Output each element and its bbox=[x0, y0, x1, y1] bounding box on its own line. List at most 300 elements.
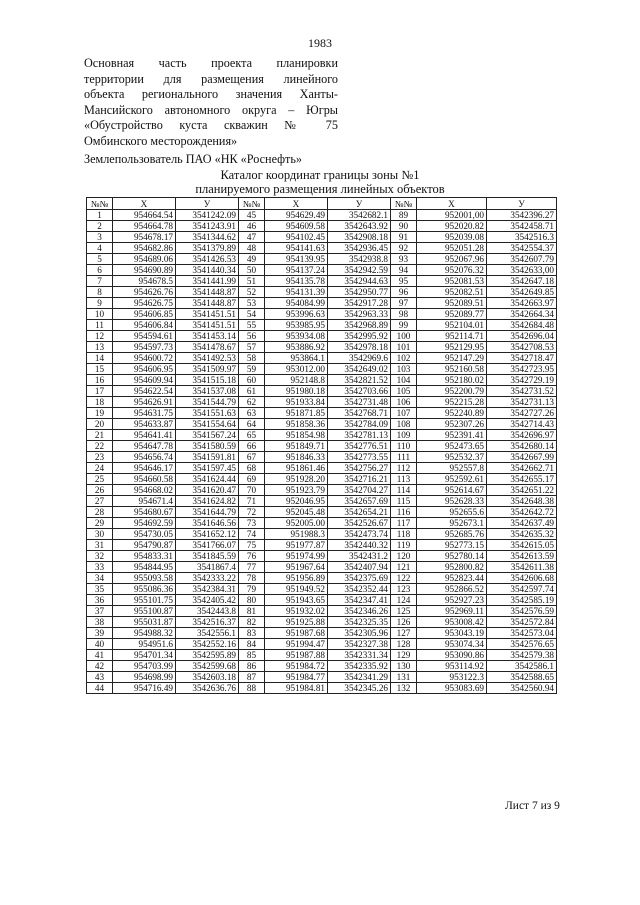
table-cell: 953090.86 bbox=[417, 650, 487, 661]
table-cell: 60 bbox=[239, 375, 265, 386]
table-cell: 16 bbox=[87, 375, 113, 386]
table-cell: 3542595.89 bbox=[176, 650, 239, 661]
table-cell: 45 bbox=[239, 210, 265, 221]
table-cell: 119 bbox=[391, 540, 417, 551]
table-cell: 953934.08 bbox=[265, 331, 328, 342]
table-cell: 37 bbox=[87, 606, 113, 617]
table-cell: 3542978.18 bbox=[328, 342, 391, 353]
table-cell: 3541344.62 bbox=[176, 232, 239, 243]
table-cell: 9 bbox=[87, 298, 113, 309]
table-cell: 3542606.68 bbox=[487, 573, 557, 584]
table-cell: 952592.61 bbox=[417, 474, 487, 485]
table-cell: 954664.78 bbox=[113, 221, 176, 232]
table-cell: 955031.87 bbox=[113, 617, 176, 628]
table-cell: 3542908.18 bbox=[328, 232, 391, 243]
table-cell: 951949.52 bbox=[265, 584, 328, 595]
table-cell: 3542560.94 bbox=[487, 683, 557, 694]
table-cell: 3542950.77 bbox=[328, 287, 391, 298]
table-cell: 124 bbox=[391, 595, 417, 606]
table-cell: 3542599.68 bbox=[176, 661, 239, 672]
table-cell: 951987.88 bbox=[265, 650, 328, 661]
table-cell: 954646.17 bbox=[113, 463, 176, 474]
table-cell: 953886.92 bbox=[265, 342, 328, 353]
table-cell: 3542345.26 bbox=[328, 683, 391, 694]
table-cell: 3542944.63 bbox=[328, 276, 391, 287]
table-cell: 97 bbox=[391, 298, 417, 309]
table-cell: 123 bbox=[391, 584, 417, 595]
table-cell: 954633.87 bbox=[113, 419, 176, 430]
table-cell: 951932.02 bbox=[265, 606, 328, 617]
table-cell: 3541451.51 bbox=[176, 320, 239, 331]
table-row bbox=[87, 364, 557, 375]
table-row bbox=[87, 331, 557, 342]
table-cell: 3542768.71 bbox=[328, 408, 391, 419]
table-cell: 3541379.89 bbox=[176, 243, 239, 254]
intro-line: объекта регионального значения Ханты- bbox=[84, 87, 338, 101]
table-row bbox=[87, 562, 557, 573]
table-cell: 954682.86 bbox=[113, 243, 176, 254]
table-cell: 80 bbox=[239, 595, 265, 606]
table-cell: 3541845.59 bbox=[176, 551, 239, 562]
table-cell: 3541580.59 bbox=[176, 441, 239, 452]
table-cell: 3542458.71 bbox=[487, 221, 557, 232]
table-cell: 3542756.27 bbox=[328, 463, 391, 474]
table-cell: 52 bbox=[239, 287, 265, 298]
table-cell: 6 bbox=[87, 265, 113, 276]
intro-line: Омбинского месторождения» bbox=[84, 133, 238, 148]
intro-line: «Обустройство куста скважин № 75 bbox=[84, 118, 338, 132]
table-cell: 953114.92 bbox=[417, 661, 487, 672]
table-cell: 99 bbox=[391, 320, 417, 331]
table-cell: 3541453.14 bbox=[176, 331, 239, 342]
table-cell: 954701.34 bbox=[113, 650, 176, 661]
table-cell: 3542917.28 bbox=[328, 298, 391, 309]
table-row bbox=[87, 639, 557, 650]
table-header-row bbox=[87, 198, 557, 210]
table-cell: 102 bbox=[391, 353, 417, 364]
table-cell: 951849.71 bbox=[265, 441, 328, 452]
table-cell: 72 bbox=[239, 507, 265, 518]
table-cell: 27 bbox=[87, 496, 113, 507]
table-row bbox=[87, 474, 557, 485]
table-cell: 3542331.34 bbox=[328, 650, 391, 661]
table-cell: 3542473.74 bbox=[328, 529, 391, 540]
table-cell: 92 bbox=[391, 243, 417, 254]
table-cell: 952685.76 bbox=[417, 529, 487, 540]
table-cell: 954609.58 bbox=[265, 221, 328, 232]
table-cell: 952655.6 bbox=[417, 507, 487, 518]
table-cell: 952969.11 bbox=[417, 606, 487, 617]
table-cell: 3542607.79 bbox=[487, 254, 557, 265]
table-cell: 3542643.92 bbox=[328, 221, 391, 232]
table-cell: 3542572.84 bbox=[487, 617, 557, 628]
table-cell: 31 bbox=[87, 540, 113, 551]
table-cell: 954137.24 bbox=[265, 265, 328, 276]
table-cell: 3542995.92 bbox=[328, 331, 391, 342]
table-cell: 3542667.99 bbox=[487, 452, 557, 463]
table-cell: 28 bbox=[87, 507, 113, 518]
table-cell: 3541646.56 bbox=[176, 518, 239, 529]
table-cell: 3542407.94 bbox=[328, 562, 391, 573]
table-cell: 66 bbox=[239, 441, 265, 452]
table-cell: 77 bbox=[239, 562, 265, 573]
table-row bbox=[87, 375, 557, 386]
table-cell: 954622.54 bbox=[113, 386, 176, 397]
table-cell: 3542615.05 bbox=[487, 540, 557, 551]
table-cell: 3542696.04 bbox=[487, 331, 557, 342]
table-row bbox=[87, 452, 557, 463]
table-cell: 954664.54 bbox=[113, 210, 176, 221]
table-cell: 952039.08 bbox=[417, 232, 487, 243]
table-cell: 953043.19 bbox=[417, 628, 487, 639]
table-cell: 3541537.08 bbox=[176, 386, 239, 397]
table-cell: 953122.3 bbox=[417, 672, 487, 683]
table-cell: 954660.58 bbox=[113, 474, 176, 485]
table-cell: 3542663.97 bbox=[487, 298, 557, 309]
table-cell: 954668.02 bbox=[113, 485, 176, 496]
table-cell: 69 bbox=[239, 474, 265, 485]
table-cell: 951861.46 bbox=[265, 463, 328, 474]
table-cell: 3542352.44 bbox=[328, 584, 391, 595]
table-cell: 951984.81 bbox=[265, 683, 328, 694]
table-cell: 3542657.69 bbox=[328, 496, 391, 507]
table-cell: 955086.36 bbox=[113, 584, 176, 595]
table-cell: 38 bbox=[87, 617, 113, 628]
table-cell: 3542680.14 bbox=[487, 441, 557, 452]
table-cell: 3541448.87 bbox=[176, 287, 239, 298]
intro-line: Основная часть проекта планировки bbox=[84, 56, 338, 70]
coordinates-table bbox=[86, 197, 557, 694]
table-row bbox=[87, 584, 557, 595]
table-cell: 20 bbox=[87, 419, 113, 430]
table-cell: 952045.48 bbox=[265, 507, 328, 518]
table-cell: 40 bbox=[87, 639, 113, 650]
table-cell: 108 bbox=[391, 419, 417, 430]
table-cell: 951854.98 bbox=[265, 430, 328, 441]
table-cell: 132 bbox=[391, 683, 417, 694]
table-cell: 104 bbox=[391, 375, 417, 386]
table-cell: 36 bbox=[87, 595, 113, 606]
table-cell: 954689.06 bbox=[113, 254, 176, 265]
table-cell: 3541451.51 bbox=[176, 309, 239, 320]
table-cell: 3542305.96 bbox=[328, 628, 391, 639]
table-cell: 954988.32 bbox=[113, 628, 176, 639]
table-cell: 3541242.09 bbox=[176, 210, 239, 221]
table-cell: 100 bbox=[391, 331, 417, 342]
table-cell: 3541766.07 bbox=[176, 540, 239, 551]
table-cell: 3542633,00 bbox=[487, 265, 557, 276]
table-cell: 3542729.19 bbox=[487, 375, 557, 386]
table-cell: 954833.31 bbox=[113, 551, 176, 562]
table-cell: 3542696.97 bbox=[487, 430, 557, 441]
table-cell: 954600.72 bbox=[113, 353, 176, 364]
catalog-title: Каталог координат границы зоны №1 bbox=[220, 168, 420, 182]
table-cell: 78 bbox=[239, 573, 265, 584]
table-cell: 42 bbox=[87, 661, 113, 672]
table-cell: 54 bbox=[239, 309, 265, 320]
table-cell: 951984.77 bbox=[265, 672, 328, 683]
table-cell: 7 bbox=[87, 276, 113, 287]
table-cell: 3541441.99 bbox=[176, 276, 239, 287]
table-cell: 3542655.17 bbox=[487, 474, 557, 485]
table-cell: 3542405.42 bbox=[176, 595, 239, 606]
table-row bbox=[87, 529, 557, 540]
column-header: У bbox=[176, 198, 239, 210]
table-cell: 15 bbox=[87, 364, 113, 375]
land-user: Землепользователь ПАО «НК «Роснефть» bbox=[84, 152, 303, 166]
table-cell: 105 bbox=[391, 386, 417, 397]
table-cell: 3542938.8 bbox=[328, 254, 391, 265]
table-cell: 3542682.1 bbox=[328, 210, 391, 221]
table-row bbox=[87, 595, 557, 606]
table-cell: 952215.28 bbox=[417, 397, 487, 408]
sheet-number: Лист 7 из 9 bbox=[505, 800, 560, 812]
table-cell: 14 bbox=[87, 353, 113, 364]
table-cell: 3542333.22 bbox=[176, 573, 239, 584]
table-cell: 952927.23 bbox=[417, 595, 487, 606]
page-number: 1983 bbox=[308, 36, 332, 50]
table-cell: 3541620.47 bbox=[176, 485, 239, 496]
table-cell: 5 bbox=[87, 254, 113, 265]
table-cell: 76 bbox=[239, 551, 265, 562]
table-row bbox=[87, 419, 557, 430]
table-row bbox=[87, 430, 557, 441]
table-row bbox=[87, 320, 557, 331]
table-cell: 951956.89 bbox=[265, 573, 328, 584]
table-cell: 3541492.53 bbox=[176, 353, 239, 364]
table-cell: 3542556.1 bbox=[176, 628, 239, 639]
column-header: У bbox=[487, 198, 557, 210]
table-cell: 50 bbox=[239, 265, 265, 276]
table-cell: 3542718.47 bbox=[487, 353, 557, 364]
table-cell: 3542325.35 bbox=[328, 617, 391, 628]
table-cell: 29 bbox=[87, 518, 113, 529]
catalog-subtitle: планируемого размещения линейных объектов bbox=[195, 182, 445, 196]
table-cell: 952020.82 bbox=[417, 221, 487, 232]
table-cell: 953008.42 bbox=[417, 617, 487, 628]
table-cell: 51 bbox=[239, 276, 265, 287]
table-cell: 3541544.79 bbox=[176, 397, 239, 408]
table-row bbox=[87, 210, 557, 221]
table-cell: 3542375.69 bbox=[328, 573, 391, 584]
table-cell: 951925.88 bbox=[265, 617, 328, 628]
table-cell: 953996.63 bbox=[265, 309, 328, 320]
table-cell: 3542347.41 bbox=[328, 595, 391, 606]
table-cell: 954084.99 bbox=[265, 298, 328, 309]
table-cell: 951933.84 bbox=[265, 397, 328, 408]
table-cell: 2 bbox=[87, 221, 113, 232]
table-cell: 3542684.48 bbox=[487, 320, 557, 331]
table-cell: 89 bbox=[391, 210, 417, 221]
table-cell: 3542576.59 bbox=[487, 606, 557, 617]
table-cell: 10 bbox=[87, 309, 113, 320]
table-cell: 3542716.21 bbox=[328, 474, 391, 485]
table-row bbox=[87, 276, 557, 287]
table-cell: 64 bbox=[239, 419, 265, 430]
table-cell: 3542703.66 bbox=[328, 386, 391, 397]
table-cell: 954730.05 bbox=[113, 529, 176, 540]
table-cell: 954844.95 bbox=[113, 562, 176, 573]
table-cell: 3542727.26 bbox=[487, 408, 557, 419]
table-cell: 954951.6 bbox=[113, 639, 176, 650]
table-cell: 87 bbox=[239, 672, 265, 683]
table-cell: 953083.69 bbox=[417, 683, 487, 694]
table-cell: 952148.8 bbox=[265, 375, 328, 386]
table-cell: 3542651.22 bbox=[487, 485, 557, 496]
table-cell: 954690.89 bbox=[113, 265, 176, 276]
table-cell: 62 bbox=[239, 397, 265, 408]
table-cell: 3542443.8 bbox=[176, 606, 239, 617]
table-cell: 952628.33 bbox=[417, 496, 487, 507]
table-cell: 952614.67 bbox=[417, 485, 487, 496]
table-cell: 3542821.52 bbox=[328, 375, 391, 386]
column-header: №№ bbox=[239, 198, 265, 210]
table-cell: 30 bbox=[87, 529, 113, 540]
table-cell: 126 bbox=[391, 617, 417, 628]
table-cell: 3541509.97 bbox=[176, 364, 239, 375]
table-cell: 952160.58 bbox=[417, 364, 487, 375]
table-cell: 121 bbox=[391, 562, 417, 573]
table-cell: 952823.44 bbox=[417, 573, 487, 584]
table-cell: 65 bbox=[239, 430, 265, 441]
table-cell: 3542642.72 bbox=[487, 507, 557, 518]
table-cell: 107 bbox=[391, 408, 417, 419]
table-cell: 58 bbox=[239, 353, 265, 364]
table-cell: 3542554.37 bbox=[487, 243, 557, 254]
table-row bbox=[87, 496, 557, 507]
table-cell: 63 bbox=[239, 408, 265, 419]
table-cell: 96 bbox=[391, 287, 417, 298]
table-cell: 3542731.52 bbox=[487, 386, 557, 397]
table-cell: 951967.64 bbox=[265, 562, 328, 573]
table-cell: 954609.94 bbox=[113, 375, 176, 386]
table-cell: 951984.72 bbox=[265, 661, 328, 672]
table-cell: 83 bbox=[239, 628, 265, 639]
table-cell: 3541515.18 bbox=[176, 375, 239, 386]
table-cell: 4 bbox=[87, 243, 113, 254]
table-cell: 954716.49 bbox=[113, 683, 176, 694]
table-cell: 3542613.59 bbox=[487, 551, 557, 562]
table-cell: 131 bbox=[391, 672, 417, 683]
table-cell: 34 bbox=[87, 573, 113, 584]
table-row bbox=[87, 463, 557, 474]
table-cell: 3542579.38 bbox=[487, 650, 557, 661]
table-cell: 952240.89 bbox=[417, 408, 487, 419]
table-cell: 954790.87 bbox=[113, 540, 176, 551]
table-cell: 59 bbox=[239, 364, 265, 375]
table-cell: 954626.91 bbox=[113, 397, 176, 408]
table-cell: 954135.78 bbox=[265, 276, 328, 287]
table-cell: 951846.33 bbox=[265, 452, 328, 463]
column-header: X bbox=[417, 198, 487, 210]
table-cell: 952067.96 bbox=[417, 254, 487, 265]
table-cell: 953074.34 bbox=[417, 639, 487, 650]
table-cell: 955093.58 bbox=[113, 573, 176, 584]
table-cell: 44 bbox=[87, 683, 113, 694]
table-cell: 951923.79 bbox=[265, 485, 328, 496]
table-cell: 954597.73 bbox=[113, 342, 176, 353]
table-cell: 55 bbox=[239, 320, 265, 331]
table-cell: 74 bbox=[239, 529, 265, 540]
table-row bbox=[87, 232, 557, 243]
table-cell: 951994.47 bbox=[265, 639, 328, 650]
table-cell: 954626.75 bbox=[113, 298, 176, 309]
table-row bbox=[87, 221, 557, 232]
table-cell: 952114.71 bbox=[417, 331, 487, 342]
table-cell: 3542773.55 bbox=[328, 452, 391, 463]
table-cell: 56 bbox=[239, 331, 265, 342]
table-cell: 3542396.27 bbox=[487, 210, 557, 221]
table-cell: 952147.29 bbox=[417, 353, 487, 364]
table-cell: 3542647.18 bbox=[487, 276, 557, 287]
table-cell: 81 bbox=[239, 606, 265, 617]
table-cell: 952089.77 bbox=[417, 309, 487, 320]
table-cell: 101 bbox=[391, 342, 417, 353]
table-row bbox=[87, 683, 557, 694]
table-cell: 3541448.87 bbox=[176, 298, 239, 309]
table-cell: 3542649.02 bbox=[328, 364, 391, 375]
table-row bbox=[87, 628, 557, 639]
table-cell: 85 bbox=[239, 650, 265, 661]
table-cell: 954631.75 bbox=[113, 408, 176, 419]
table-cell: 3542586.1 bbox=[487, 661, 557, 672]
table-row bbox=[87, 309, 557, 320]
table-cell: 111 bbox=[391, 452, 417, 463]
table-cell: 130 bbox=[391, 661, 417, 672]
table-row bbox=[87, 287, 557, 298]
table-cell: 3542969.6 bbox=[328, 353, 391, 364]
table-cell: 116 bbox=[391, 507, 417, 518]
table-cell: 951974.99 bbox=[265, 551, 328, 562]
table-row bbox=[87, 551, 557, 562]
table-cell: 127 bbox=[391, 628, 417, 639]
table-cell: 117 bbox=[391, 518, 417, 529]
intro-line: Мансийского автономного округа – Югры bbox=[84, 102, 338, 117]
table-cell: 3541644.79 bbox=[176, 507, 239, 518]
table-cell: 112 bbox=[391, 463, 417, 474]
table-cell: 952473.65 bbox=[417, 441, 487, 452]
table-cell: 3542597.74 bbox=[487, 584, 557, 595]
table-cell: 3542327.38 bbox=[328, 639, 391, 650]
table-cell: 3542576.65 bbox=[487, 639, 557, 650]
table-cell: 3542611.38 bbox=[487, 562, 557, 573]
table-cell: 3542346.26 bbox=[328, 606, 391, 617]
table-cell: 952773.15 bbox=[417, 540, 487, 551]
table-cell: 951987.68 bbox=[265, 628, 328, 639]
table-cell: 3542588.65 bbox=[487, 672, 557, 683]
table-cell: 73 bbox=[239, 518, 265, 529]
table-cell: 3541551.63 bbox=[176, 408, 239, 419]
table-row bbox=[87, 540, 557, 551]
table-row bbox=[87, 298, 557, 309]
table-row bbox=[87, 672, 557, 683]
column-header: X bbox=[265, 198, 328, 210]
table-cell: 128 bbox=[391, 639, 417, 650]
table-row bbox=[87, 507, 557, 518]
table-cell: 3 bbox=[87, 232, 113, 243]
table-row bbox=[87, 573, 557, 584]
table-cell: 12 bbox=[87, 331, 113, 342]
table-cell: 3542637.49 bbox=[487, 518, 557, 529]
table-cell: 954641.41 bbox=[113, 430, 176, 441]
table-cell: 3542440.32 bbox=[328, 540, 391, 551]
intro-line: территории для размещения линейного bbox=[84, 71, 338, 86]
table-cell: 1 bbox=[87, 210, 113, 221]
table-cell: 109 bbox=[391, 430, 417, 441]
table-row bbox=[87, 606, 557, 617]
table-cell: 3541591.81 bbox=[176, 452, 239, 463]
table-cell: 3541867.4 bbox=[176, 562, 239, 573]
